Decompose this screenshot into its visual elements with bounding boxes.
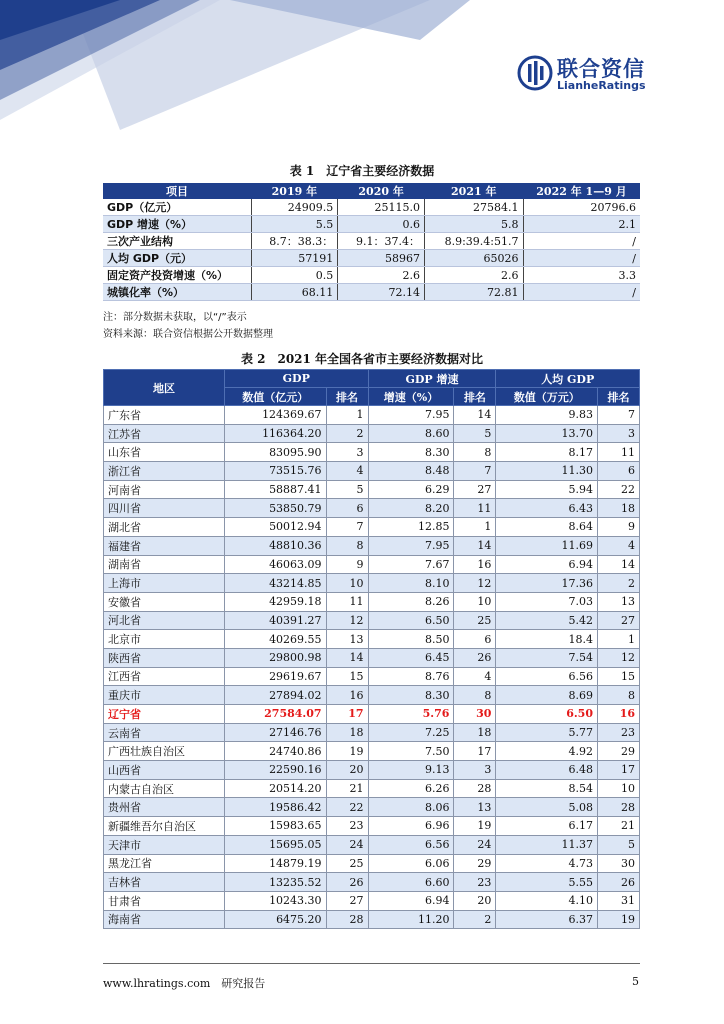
table-row [104, 798, 640, 817]
table-cell: 1 [454, 518, 496, 537]
region-name: 海南省 [104, 910, 225, 929]
table-cell: 8.64 [496, 518, 598, 537]
table-row [104, 817, 640, 836]
table-cell: 46063.09 [225, 555, 327, 574]
table-cell: / [523, 250, 640, 267]
table-cell: 83095.90 [225, 443, 327, 462]
table-cell: 6.96 [368, 817, 454, 836]
table-cell: 27584.07 [225, 705, 327, 724]
table-cell: 7.54 [496, 648, 598, 667]
table-cell: 8.50 [368, 630, 454, 649]
table-cell: 15 [597, 667, 639, 686]
header-cell: 2022 年 1—9 月 [523, 183, 640, 199]
region-name: 内蒙古自治区 [104, 779, 225, 798]
table-cell: 6.26 [368, 779, 454, 798]
table-cell: 8.30 [368, 686, 454, 705]
table-cell: 29 [454, 854, 496, 873]
table-cell: 8.30 [368, 443, 454, 462]
table-row [104, 742, 640, 761]
table-cell: 29619.67 [225, 667, 327, 686]
region-name: 江西省 [104, 667, 225, 686]
table-row [104, 536, 640, 555]
table-cell: 5.94 [496, 480, 598, 499]
table-cell: 40391.27 [225, 611, 327, 630]
table-cell: 7.95 [368, 406, 454, 425]
table-row [104, 779, 640, 798]
table-cell: 6 [597, 462, 639, 481]
table-cell: 11.20 [368, 910, 454, 929]
region-name: 甘肃省 [104, 891, 225, 910]
table-cell: 4.92 [496, 742, 598, 761]
table-cell: 23 [326, 817, 368, 836]
region-name: 江苏省 [104, 424, 225, 443]
header-cell: 排名 [326, 388, 368, 406]
table-cell: 1 [597, 630, 639, 649]
table-cell: 4.73 [496, 854, 598, 873]
table-cell: 4 [454, 667, 496, 686]
table-cell: 12 [597, 648, 639, 667]
table-cell: 31 [597, 891, 639, 910]
table-cell: 2.1 [523, 216, 640, 233]
table-cell: 2 [597, 574, 639, 593]
region-name: 安徽省 [104, 592, 225, 611]
header-cell: 排名 [597, 388, 639, 406]
row-label: 人均 GDP（元） [103, 250, 251, 267]
brand-name-cn: 联合资信 [557, 57, 645, 81]
table-cell: 14 [454, 536, 496, 555]
table-cell: 30 [454, 705, 496, 724]
table-cell: 8.26 [368, 592, 454, 611]
table-cell: 8 [597, 686, 639, 705]
table-row [104, 873, 640, 892]
table-cell: 68.11 [251, 284, 338, 301]
table-cell: 25 [454, 611, 496, 630]
table-cell: 6.94 [496, 555, 598, 574]
table-cell: 8.76 [368, 667, 454, 686]
table-cell: 8 [454, 443, 496, 462]
header-cell: GDP 增速 [368, 370, 496, 388]
table-cell: 24740.86 [225, 742, 327, 761]
table-row [103, 233, 640, 250]
table-cell: 6.60 [368, 873, 454, 892]
table-cell: 9 [597, 518, 639, 537]
region-name: 陕西省 [104, 648, 225, 667]
table-row [104, 406, 640, 425]
table-cell: 0.6 [338, 216, 425, 233]
table-cell: 1 [326, 406, 368, 425]
table-cell: 6.94 [368, 891, 454, 910]
table-cell: 16 [597, 705, 639, 724]
table-cell: 7 [597, 406, 639, 425]
table-cell: 5.42 [496, 611, 598, 630]
table-cell: 21 [597, 817, 639, 836]
table-cell: 9 [326, 555, 368, 574]
table-cell: 19 [454, 817, 496, 836]
region-name: 贵州省 [104, 798, 225, 817]
table-cell: 53850.79 [225, 499, 327, 518]
table-cell: 8.10 [368, 574, 454, 593]
footer-divider [103, 963, 640, 964]
table-row [104, 555, 640, 574]
table-row [104, 630, 640, 649]
row-label: GDP（亿元） [103, 199, 251, 216]
table-row [104, 667, 640, 686]
table-row [104, 499, 640, 518]
table-cell: 28 [597, 798, 639, 817]
table-row [104, 592, 640, 611]
table-row [104, 574, 640, 593]
table-row [104, 480, 640, 499]
region-name: 湖北省 [104, 518, 225, 537]
table-cell: 6.50 [496, 705, 598, 724]
table-cell: 8.20 [368, 499, 454, 518]
region-name: 云南省 [104, 723, 225, 742]
table-cell: 29800.98 [225, 648, 327, 667]
table-cell: 22 [326, 798, 368, 817]
table-cell: 116364.20 [225, 424, 327, 443]
table-cell: 2 [326, 424, 368, 443]
table-cell: 3.3 [523, 267, 640, 284]
table-cell: 4.10 [496, 891, 598, 910]
header-cell: 人均 GDP [496, 370, 640, 388]
province-comparison-table [103, 369, 640, 929]
table-cell: 13 [597, 592, 639, 611]
row-label: 固定资产投资增速（%） [103, 267, 251, 284]
table-cell: 27584.1 [425, 199, 524, 216]
table-cell: 5.5 [251, 216, 338, 233]
table-cell: 14 [326, 648, 368, 667]
table-cell: 12.85 [368, 518, 454, 537]
table-row [103, 267, 640, 284]
table-cell: 73515.76 [225, 462, 327, 481]
table-cell: 19586.42 [225, 798, 327, 817]
region-name: 浙江省 [104, 462, 225, 481]
table-row [103, 250, 640, 267]
table-cell: 7.03 [496, 592, 598, 611]
region-name: 黑龙江省 [104, 854, 225, 873]
table-row [104, 854, 640, 873]
table-cell: 19 [597, 910, 639, 929]
table-cell: 18 [326, 723, 368, 742]
table-row [104, 648, 640, 667]
table-cell: 23 [454, 873, 496, 892]
brand-name-en: LianheRatings [557, 79, 646, 92]
table-cell: 6475.20 [225, 910, 327, 929]
table-cell: 12 [326, 611, 368, 630]
table-cell: 0.5 [251, 267, 338, 284]
table-cell: 27894.02 [225, 686, 327, 705]
table-group-header-row [104, 370, 640, 388]
table-cell: 27 [326, 891, 368, 910]
region-name: 广东省 [104, 406, 225, 425]
table-cell: 27 [454, 480, 496, 499]
table-cell: 11 [326, 592, 368, 611]
table-cell: 2 [454, 910, 496, 929]
table-cell: 42959.18 [225, 592, 327, 611]
table-cell: 14 [454, 406, 496, 425]
table-cell: 6.56 [496, 667, 598, 686]
table-cell: 25 [326, 854, 368, 873]
footer-site: www.lhratings.com 研究报告 [103, 977, 266, 990]
table-cell: 72.81 [425, 284, 524, 301]
table-cell: 4 [597, 536, 639, 555]
table-cell: 27146.76 [225, 723, 327, 742]
table-cell: 26 [454, 648, 496, 667]
table-row [104, 686, 640, 705]
table-cell: 65026 [425, 250, 524, 267]
table-cell: 50012.94 [225, 518, 327, 537]
region-name: 辽宁省 [104, 705, 225, 724]
table-cell: / [523, 233, 640, 250]
table-cell: 10 [326, 574, 368, 593]
table-cell: 124369.67 [225, 406, 327, 425]
table1-caption: 表 1 辽宁省主要经济数据 [289, 164, 435, 178]
table-cell: 10 [454, 592, 496, 611]
region-name: 四川省 [104, 499, 225, 518]
table-cell: 2.6 [425, 267, 524, 284]
table-cell: 8.06 [368, 798, 454, 817]
table-cell: 7.25 [368, 723, 454, 742]
header-cell: GDP [225, 370, 369, 388]
brand-logo [517, 55, 647, 95]
table-cell: 28 [454, 779, 496, 798]
table-cell: 6.56 [368, 835, 454, 854]
table-row [104, 462, 640, 481]
region-name: 湖南省 [104, 555, 225, 574]
table-cell: 7.50 [368, 742, 454, 761]
table-cell: 20796.6 [523, 199, 640, 216]
table-cell: 43214.85 [225, 574, 327, 593]
table-cell: 5.76 [368, 705, 454, 724]
table-cell: 6 [326, 499, 368, 518]
table-cell: 10243.30 [225, 891, 327, 910]
table-cell: 8.54 [496, 779, 598, 798]
row-label: 城镇化率（%） [103, 284, 251, 301]
header-cell: 地区 [104, 370, 225, 406]
table-cell: 6.48 [496, 761, 598, 780]
table-cell: 72.14 [338, 284, 425, 301]
table-cell: 15983.65 [225, 817, 327, 836]
header-cell: 2021 年 [425, 183, 524, 199]
table-cell: 17 [597, 761, 639, 780]
table-cell: 6.50 [368, 611, 454, 630]
table-row [103, 216, 640, 233]
table-cell: 6.06 [368, 854, 454, 873]
table-cell: 8.17 [496, 443, 598, 462]
table-cell: 19 [326, 742, 368, 761]
region-name: 福建省 [104, 536, 225, 555]
region-name: 上海市 [104, 574, 225, 593]
lianhe-logo-icon [517, 55, 553, 91]
region-name: 天津市 [104, 835, 225, 854]
table-cell: 26 [597, 873, 639, 892]
table-cell: 4 [326, 462, 368, 481]
table-cell: 18 [597, 499, 639, 518]
table-cell: 17 [454, 742, 496, 761]
region-name: 河南省 [104, 480, 225, 499]
region-name: 广西壮族自治区 [104, 742, 225, 761]
table-cell: 58887.41 [225, 480, 327, 499]
table-cell: 29 [597, 742, 639, 761]
table-cell: 17.36 [496, 574, 598, 593]
region-name: 新疆维吾尔自治区 [104, 817, 225, 836]
table-cell: 16 [326, 686, 368, 705]
table-cell: 5 [454, 424, 496, 443]
table-cell: 48810.36 [225, 536, 327, 555]
region-name: 山东省 [104, 443, 225, 462]
table-row [103, 199, 640, 216]
table-cell: 10 [597, 779, 639, 798]
table-cell: 6.37 [496, 910, 598, 929]
table-cell: 5.08 [496, 798, 598, 817]
table-cell: 8.9:39.4:51.7 [425, 233, 524, 250]
table-cell: 15695.05 [225, 835, 327, 854]
table1-note: 注：部分数据未获取，以“/”表示 [103, 312, 247, 323]
table-cell: 8.7：38.3： [251, 233, 338, 250]
table-cell: 8.60 [368, 424, 454, 443]
table-cell: 9.83 [496, 406, 598, 425]
table-row [104, 705, 640, 724]
header-cell: 项目 [103, 183, 251, 199]
table-cell: 5 [597, 835, 639, 854]
table-cell: 6.45 [368, 648, 454, 667]
table-row [104, 891, 640, 910]
table-cell: 9.1：37.4： [338, 233, 425, 250]
table-cell: 8 [454, 686, 496, 705]
table-cell: 3 [454, 761, 496, 780]
region-name: 北京市 [104, 630, 225, 649]
table-cell: / [523, 284, 640, 301]
table-cell: 6.43 [496, 499, 598, 518]
region-name: 吉林省 [104, 873, 225, 892]
table-cell: 40269.55 [225, 630, 327, 649]
table-cell: 2.6 [338, 267, 425, 284]
table-cell: 5.8 [425, 216, 524, 233]
table-cell: 11.37 [496, 835, 598, 854]
table-cell: 6.17 [496, 817, 598, 836]
table-cell: 24 [454, 835, 496, 854]
row-label: GDP 增速（%） [103, 216, 251, 233]
header-cell: 2020 年 [338, 183, 425, 199]
table-cell: 11.30 [496, 462, 598, 481]
table-cell: 11.69 [496, 536, 598, 555]
table-cell: 12 [454, 574, 496, 593]
region-name: 重庆市 [104, 686, 225, 705]
table-cell: 11 [454, 499, 496, 518]
table-cell: 16 [454, 555, 496, 574]
row-label: 三次产业结构 [103, 233, 251, 250]
table-row [103, 284, 640, 301]
header-cell: 增速（%） [368, 388, 454, 406]
table-cell: 6.29 [368, 480, 454, 499]
table-row [104, 910, 640, 929]
table-cell: 24909.5 [251, 199, 338, 216]
table-cell: 30 [597, 854, 639, 873]
table-cell: 13.70 [496, 424, 598, 443]
table1-source: 资料来源：联合资信根据公开数据整理 [103, 329, 273, 340]
table-row [104, 443, 640, 462]
header-cell: 数值（亿元） [225, 388, 327, 406]
table-cell: 22 [597, 480, 639, 499]
table-row [104, 424, 640, 443]
table-row [104, 835, 640, 854]
table-cell: 7.95 [368, 536, 454, 555]
header-cell: 数值（万元） [496, 388, 598, 406]
table-cell: 24 [326, 835, 368, 854]
header-cell: 排名 [454, 388, 496, 406]
table-cell: 8.48 [368, 462, 454, 481]
table-cell: 18.4 [496, 630, 598, 649]
table-cell: 20 [454, 891, 496, 910]
table-cell: 11 [597, 443, 639, 462]
table-row [104, 518, 640, 537]
table-cell: 15 [326, 667, 368, 686]
table-cell: 9.13 [368, 761, 454, 780]
table-cell: 14879.19 [225, 854, 327, 873]
table-cell: 8 [326, 536, 368, 555]
table-cell: 25115.0 [338, 199, 425, 216]
table-row [104, 761, 640, 780]
table2-caption: 表 2 2021 年全国各省市主要经济数据对比 [240, 352, 484, 366]
table-header-row [103, 183, 640, 199]
table-cell: 58967 [338, 250, 425, 267]
table-cell: 3 [597, 424, 639, 443]
table-cell: 27 [597, 611, 639, 630]
table-row [104, 723, 640, 742]
table-cell: 22590.16 [225, 761, 327, 780]
page-number: 5 [632, 975, 639, 988]
table-cell: 3 [326, 443, 368, 462]
table-row [104, 611, 640, 630]
table-cell: 57191 [251, 250, 338, 267]
table-cell: 20 [326, 761, 368, 780]
table-cell: 5.77 [496, 723, 598, 742]
table-cell: 5 [326, 480, 368, 499]
table-cell: 13 [326, 630, 368, 649]
table-cell: 17 [326, 705, 368, 724]
table-cell: 26 [326, 873, 368, 892]
table-cell: 23 [597, 723, 639, 742]
table-cell: 7 [326, 518, 368, 537]
table-cell: 7 [454, 462, 496, 481]
table-cell: 21 [326, 779, 368, 798]
table-cell: 18 [454, 723, 496, 742]
table-cell: 8.69 [496, 686, 598, 705]
region-name: 山西省 [104, 761, 225, 780]
table-cell: 28 [326, 910, 368, 929]
table-cell: 13 [454, 798, 496, 817]
table-cell: 13235.52 [225, 873, 327, 892]
header-cell: 2019 年 [251, 183, 338, 199]
table-cell: 14 [597, 555, 639, 574]
table-cell: 5.55 [496, 873, 598, 892]
region-name: 河北省 [104, 611, 225, 630]
table-cell: 6 [454, 630, 496, 649]
table-cell: 20514.20 [225, 779, 327, 798]
liaoning-economy-table [103, 183, 640, 301]
table-cell: 7.67 [368, 555, 454, 574]
